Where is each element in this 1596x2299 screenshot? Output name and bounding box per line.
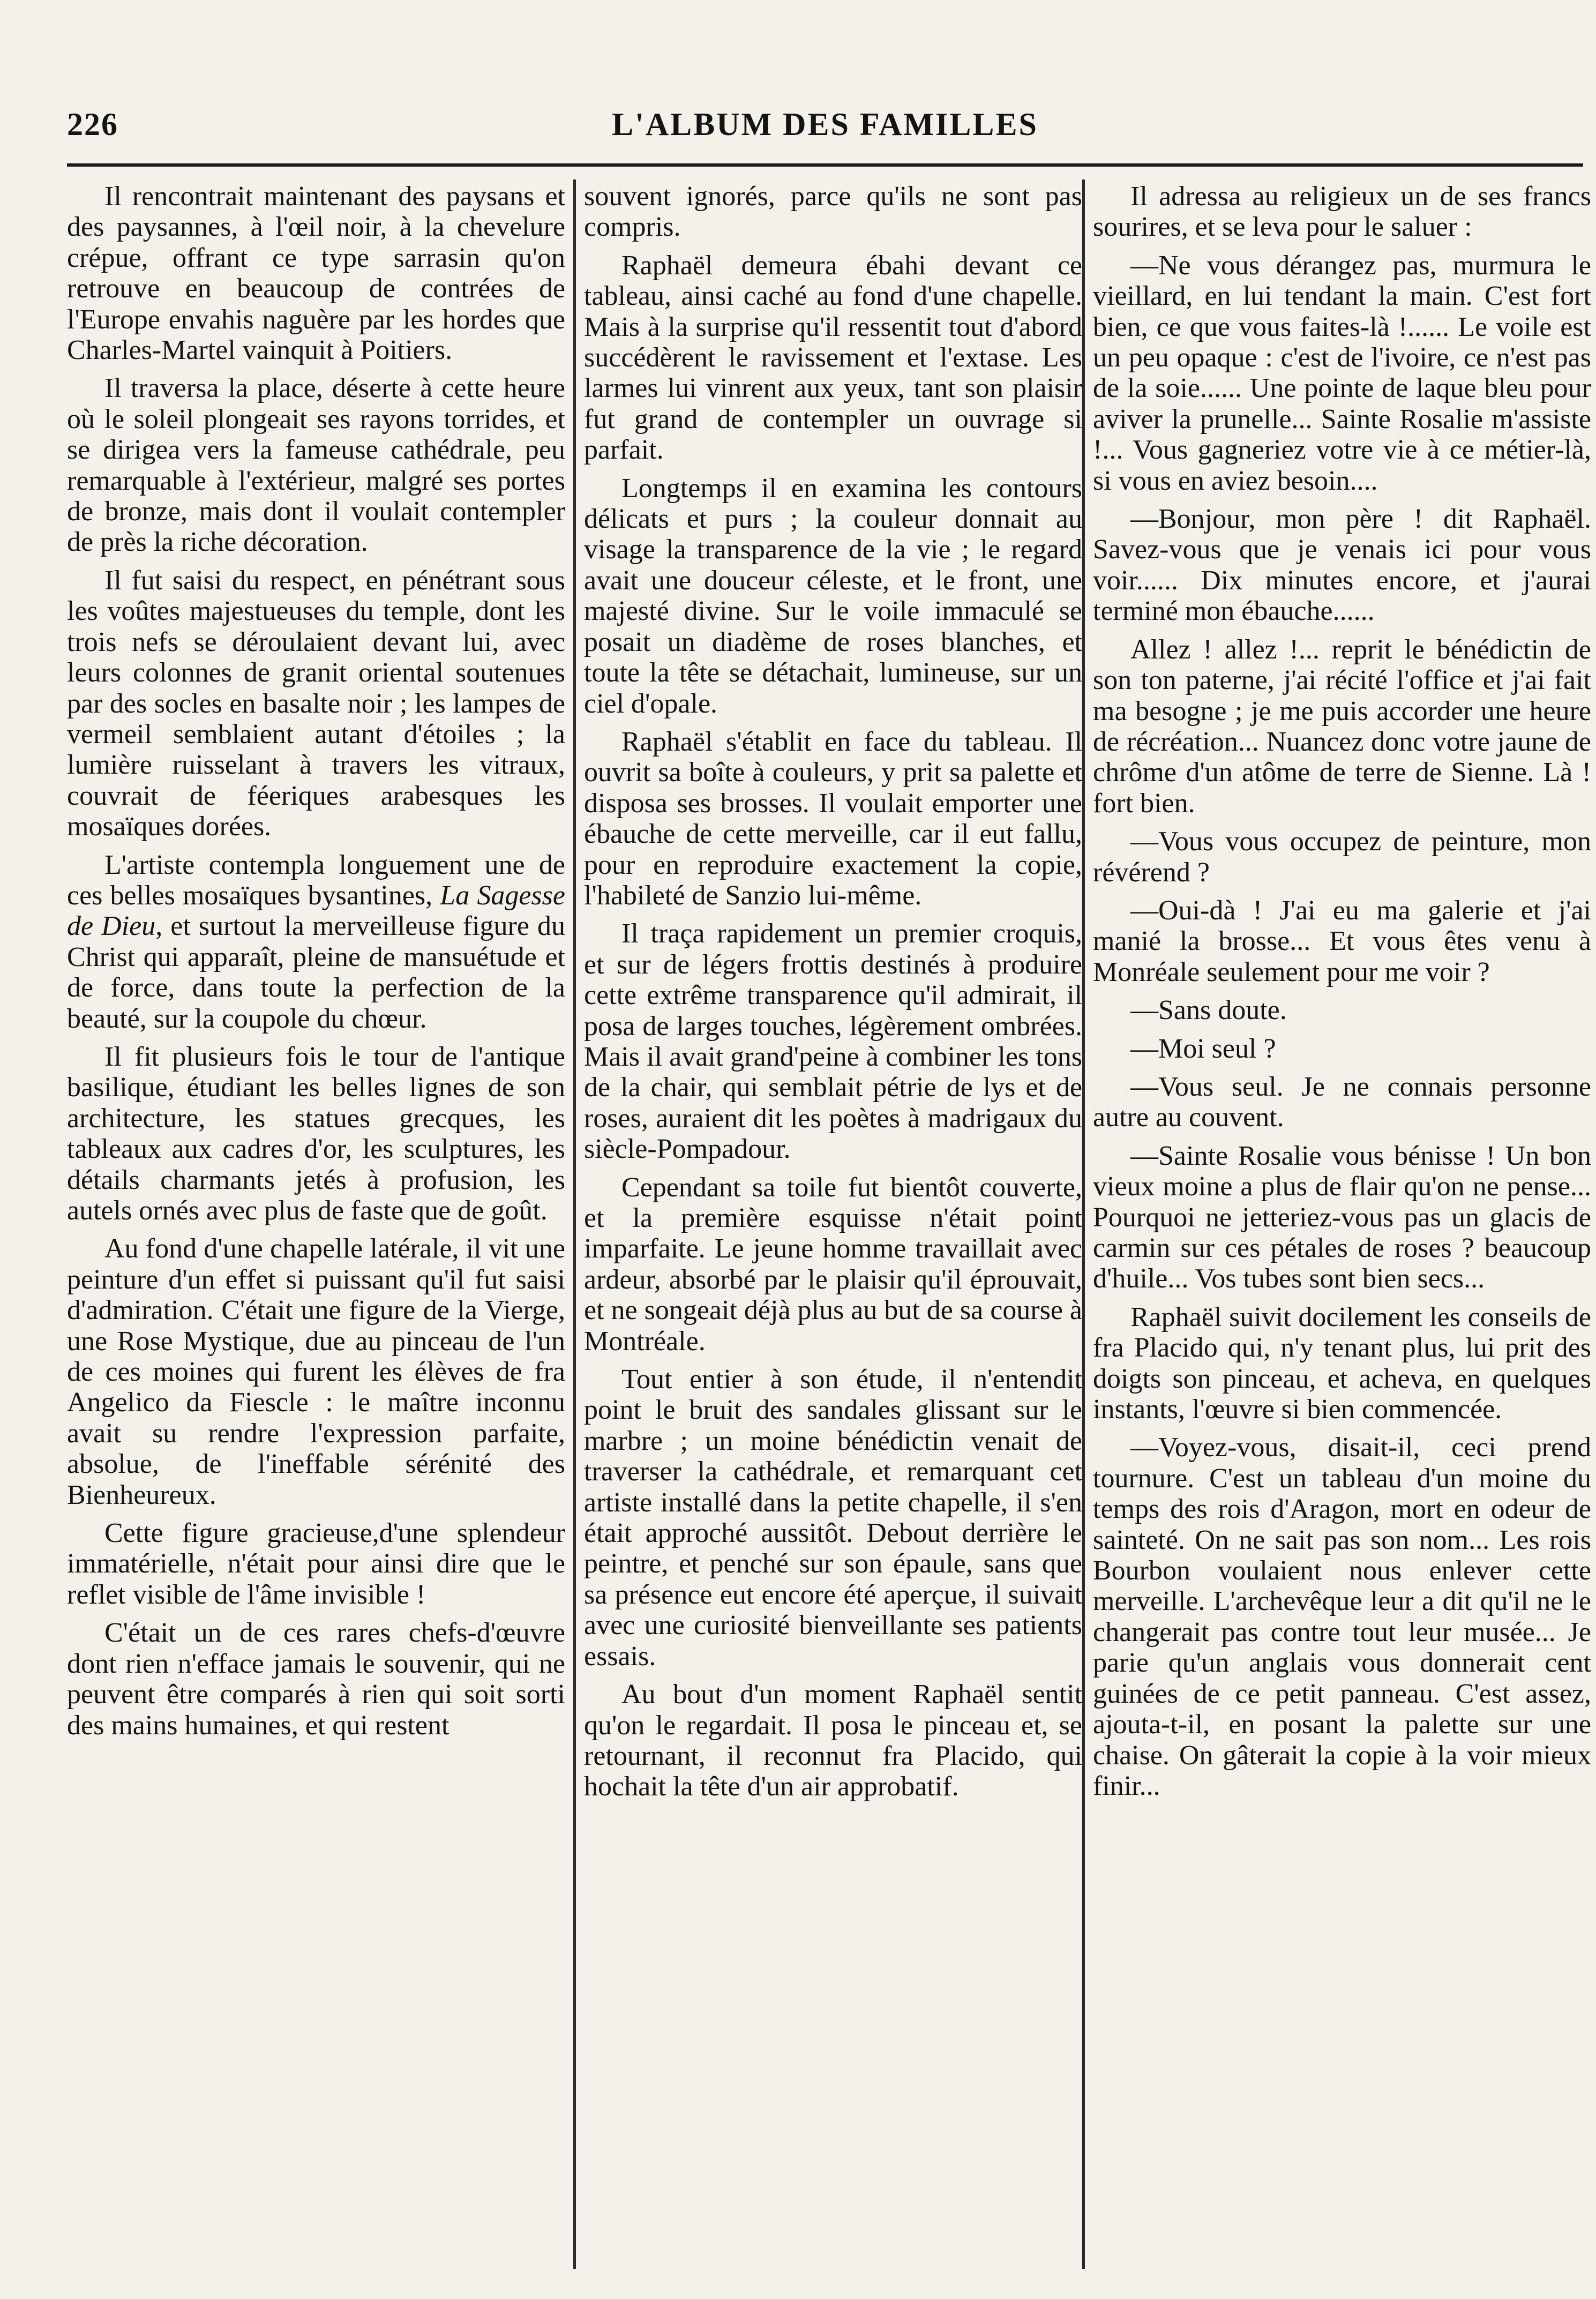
paragraph: Raphaël s'établit en face du tableau. Il ouvrit sa boîte à couleurs, y prit sa palette et disposa ses brosses. Il voulait emporter une ébauche de cette merveille, car il eut fallu, pour en reproduire exactement la copie, l'habileté de Sanzio lui-même. [584, 726, 1082, 911]
paragraph: Il fit plusieurs fois le tour de l'antique basilique, étudiant les belles lignes de son architecture, les statues grecques, les tableaux aux cadres d'or, les sculptures, les détails charmants jetés à profusion, les autels ornés avec plus de faste que de goût. [67, 1041, 565, 1226]
paragraph: Cependant sa toile fut bientôt couverte, et la première esquisse n'était point imparfaite. Le jeune homme travaillait avec ardeur, absorbé par le plaisir qu'il éprouvait, et ne songeait déjà plus au but de sa course à Montréale. [584, 1172, 1082, 1357]
paragraph: Il traversa la place, déserte à cette heure où le soleil plongeait ses rayons torrides, et se dirigea vers la fameuse cathédrale, peu remarquable à l'extérieur, malgré ses portes de bronze, mais dont il voulait contempler de près la riche décoration. [67, 373, 565, 558]
header-rule [67, 163, 1583, 167]
text-column-3 [1093, 181, 1591, 2281]
column-divider [1082, 179, 1085, 2269]
text-column-1 [67, 181, 565, 2281]
paragraph-with-title: L'artiste contempla longuement une de ces belles mosaïques bysantines, La Sagesse de Dieu, et surtout la merveilleuse figure du Christ qui apparaît, pleine de mansuétude et de force, dans toute la perfection de la beauté, sur la coupole du chœur. [67, 849, 565, 1034]
paragraph: Il rencontrait maintenant des paysans et des paysannes, à l'œil noir, à la chevelure crépue, offrant ce type sarrasin qu'on retrouve en beaucoup de contrées de l'Europe envahis naguère par les hordes que Charles-Martel vainquit à Poitiers. [67, 181, 565, 366]
paragraph: Au bout d'un moment Raphaël sentit qu'on le regardait. Il posa le pinceau et, se retournant, il reconnut fra Placido, qui hochait la tête d'un air approbatif. [584, 1679, 1082, 1802]
dialogue-line: —Sans doute. [1130, 995, 1287, 1026]
paragraph: Allez ! allez !... reprit le bénédictin de son ton paterne, j'ai récité l'office et j'ai fait ma besogne ; je me puis accorder une heure de récréation... Nuancez donc votre jaune de chrôme d'un atôme de terre de Sienne. Là ! fort bien. [1093, 634, 1591, 819]
dialogue-line: —Moi seul ? [1130, 1033, 1276, 1064]
paragraph: Longtemps il en examina les contours délicats et purs ; la couleur donnait au visage la transparence de la vie ; le regard avait une douceur céleste, et le front, une majesté divine. Sur le voile immaculé se posait un diadème de roses blanches, et toute la tête se détachait, lumineuse, sur un ciel d'opale. [584, 473, 1082, 719]
paragraph: Tout entier à son étude, il n'entendit point le bruit des sandales glissant sur le marbre ; un moine bénédictin venait de traverser la cathédrale, et remarquant cet artiste installé dans la petite chapelle, il s'en était approché aussitôt. Debout derrière le peintre, et penché sur son épaule, sans que sa présence eut encore été aperçue, il suivait avec une curiosité bienveillante ses patients essais. [584, 1364, 1082, 1672]
paragraph-continued: souvent ignorés, parce qu'ils ne sont pas compris. [584, 181, 1082, 243]
paragraph: Il traça rapidement un premier croquis, et sur de légers frottis destinés à produire cette extrême transparence qu'il admirait, il posa de larges touches, légèrement ombrées. Mais il avait grand'peine à combiner les tons de la chair, qui semblait pétrie de lys et de roses, auraient dit les poètes à madrigaux du siècle-Pompadour. [584, 918, 1082, 1165]
dialogue-line: —Bonjour, mon père ! dit Raphaël. Savez-vous que je venais ici pour vous voir...... Dix minutes encore, et j'aurai terminé mon ébauche...... [1093, 504, 1591, 627]
paragraph: Raphaël demeura ébahi devant ce tableau, ainsi caché au fond d'une chapelle. Mais à la surprise qu'il ressentit tout d'abord succédèrent le ravissement et l'extase. Les larmes lui vinrent aux yeux, tant son plaisir fut grand de contempler un ouvrage si parfait. [584, 250, 1082, 466]
journal-title: L'ALBUM DES FAMILLES [612, 107, 1038, 142]
column-divider [573, 179, 576, 2269]
paragraph: Raphaël suivit docilement les conseils de fra Placido qui, n'y tenant plus, lui prit des doigts son pinceau, et acheva, en quelques instants, l'œuvre si bien commencée. [1093, 1301, 1591, 1425]
page-number: 226 [67, 107, 118, 142]
dialogue-line: —Vous seul. Je ne connais personne autre au couvent. [1093, 1071, 1591, 1133]
page-header [67, 106, 1583, 154]
paragraph: Il fut saisi du respect, en pénétrant sous les voûtes majestueuses du temple, dont les trois nefs se déroulaient devant lui, avec leurs colonnes de granit oriental soutenues par des socles en basalte noir ; les lampes de vermeil semblaient autant d'étoiles ; la lumière ruisselant à travers les vitraux, couvrait de féeriques arabesques les mosaïques dorées. [67, 565, 565, 842]
text-column-2 [584, 181, 1082, 2281]
paragraph: C'était un de ces rares chefs-d'œuvre dont rien n'efface jamais le souvenir, qui ne peuvent être comparés à rien qui soit sorti des mains humaines, et qui restent [67, 1617, 565, 1741]
dialogue-line: —Ne vous dérangez pas, murmura le vieillard, en lui tendant la main. C'est fort bien, ce que vous faites-là !...... Le voile est un peu opaque : c'est de l'ivoire, ce n'est pas de la soie...... Une pointe de laque bleu pour aviver la prunelle... Sainte Rosalie m'assiste !... Vous gagneriez votre vie à ce métier-là, si vous en aviez besoin.... [1093, 250, 1591, 496]
paragraph: Cette figure gracieuse,d'une splendeur immatérielle, n'était pour ainsi dire que le reflet visible de l'âme invisible ! [67, 1518, 565, 1610]
dialogue-line: —Voyez-vous, disait-il, ceci prend tournure. C'est un tableau d'un moine du temps des rois d'Aragon, mort en odeur de sainteté. On ne sait pas son nom... Les rois Bourbon voulaient nous enlever cette merveille. L'archevêque leur a dit qu'il ne le changerait pas contre tout leur musée... Je parie qu'un anglais vous donnerait cent guinées de ce petit panneau. C'est assez, ajouta-t-il, en posant la palette sur une chaise. On gâterait la copie à la voir mieux finir... [1093, 1432, 1591, 1801]
paragraph: Il adressa au religieux un de ses francs sourires, et se leva pour le saluer : [1093, 181, 1591, 243]
dialogue-line: —Sainte Rosalie vous bénisse ! Un bon vieux moine a plus de flair qu'on ne pense... Pourquoi ne jetteriez-vous pas un glacis de carmin sur ces pétales de roses ? beaucoup d'huile... Vos tubes sont bien secs... [1093, 1140, 1591, 1294]
paragraph: Au fond d'une chapelle latérale, il vit une peinture d'un effet si puissant qu'il fut saisi d'admiration. C'était une figure de la Vierge, une Rose Mystique, due au pinceau de l'un de ces moines qui furent les élèves de fra Angelico da Fiescle : le maître inconnu avait su rendre l'expression parfaite, absolue, de l'ineffable sérénité des Bienheureux. [67, 1233, 565, 1510]
dialogue-line: —Oui-dà ! J'ai eu ma galerie et j'ai manié la brosse... Et vous êtes venu à Monréale seulement pour me voir ? [1093, 895, 1591, 987]
dialogue-line: —Vous vous occupez de peinture, mon révérend ? [1093, 826, 1591, 888]
artwork-title: La Sagesse de Dieu [67, 880, 565, 942]
